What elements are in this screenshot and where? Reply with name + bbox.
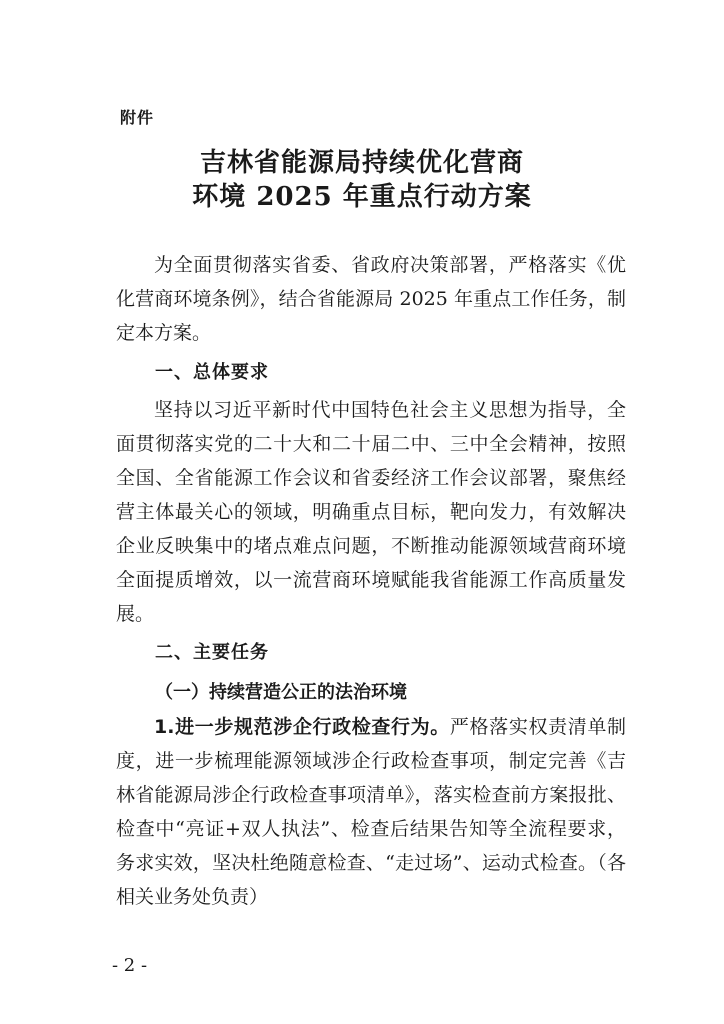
section-2-heading: 二、主要任务 — [155, 642, 269, 663]
subsection-1-heading: （一）持续营造公正的法治环境 — [155, 682, 407, 703]
intro-paragraph: 为全面贯彻落实省委、省政府决策部署，严格落实《优化营商环境条例》，结合省能源局 2025 年重点工作任务，制定本方案。 — [116, 254, 626, 344]
item-1-text: 严格落实权责清单制度，进一步梳理能源领域涉企行政检查事项，制定完善《吉林省能源局涉企行政检查事项清单》，落实检查前方案报批、检查中“亮证+双人执法”、检查后结果告知等全流程要求，务求实效，坚决杜绝随意检查、“走过场”、运动式检查。（各相关业务处负责） — [116, 716, 626, 908]
item-1-paragraph — [116, 710, 626, 914]
attachment-label: 附件 — [120, 108, 155, 127]
section-1-paragraph: 坚持以习近平新时代中国特色社会主义思想为指导，全面贯彻落实党的二十大和二十届二中、三中全会精神，按照全国、全省能源工作会议和省委经济工作会议部署，聚焦经营主体最关心的领域，明确重点目标，靶向发力，有效解决企业反映集中的堵点难点问题，不断推动能源领域营商环境全面提质增效，以一流营商环境赋能我省能源工作高质量发展。 — [116, 399, 626, 625]
title-line-2: 环境 2025 年重点行动方案 — [192, 182, 532, 212]
section-1-heading: 一、总体要求 — [155, 362, 269, 383]
title-line-1: 吉林省能源局持续优化营商 — [199, 148, 524, 178]
page-number: - 2 - — [112, 955, 148, 976]
item-1-lead: 1.进一步规范涉企行政检查行为。 — [154, 716, 450, 738]
